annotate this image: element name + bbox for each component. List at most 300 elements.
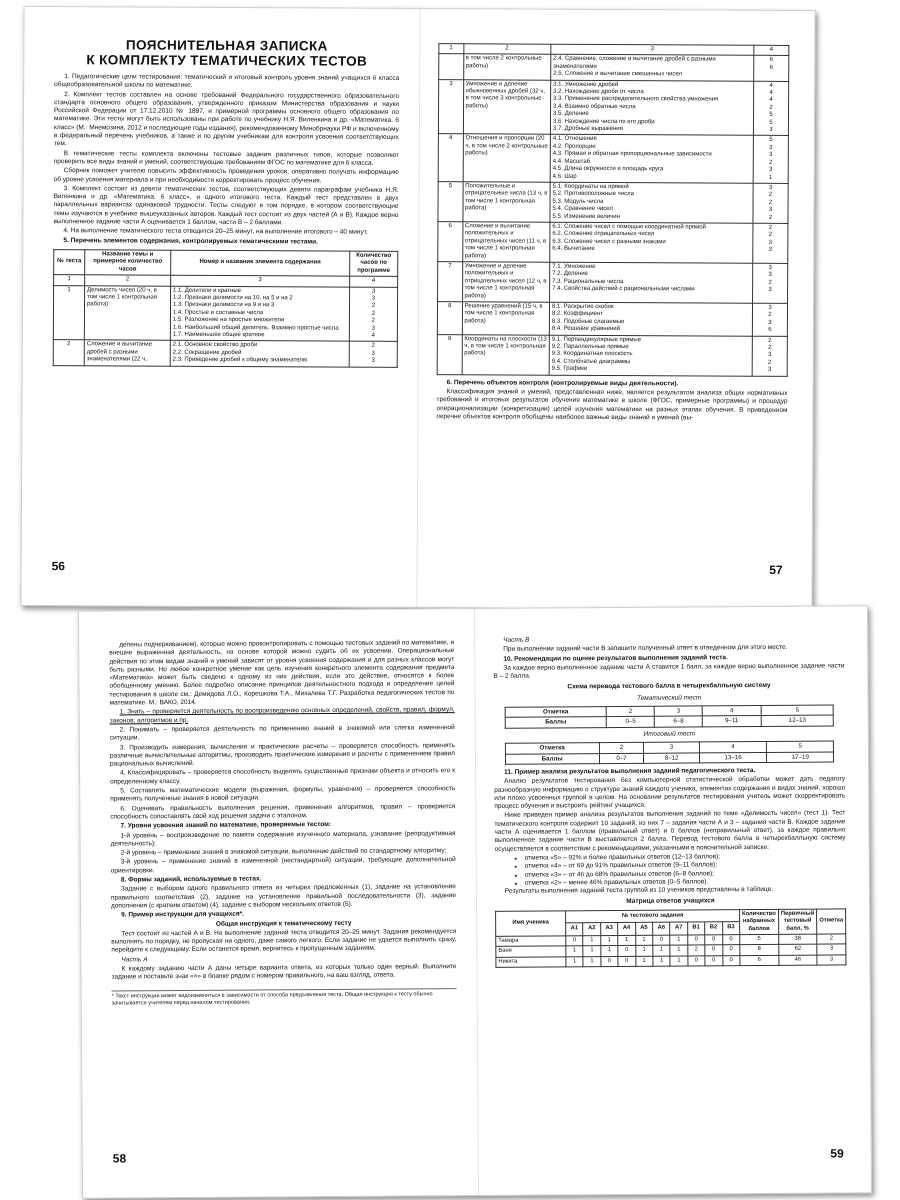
element-item: 1.2. Признаки делимости на 10, на 5 и на 2 xyxy=(172,294,293,302)
task-col-header: А7 xyxy=(670,922,687,935)
spread-pages-58-59 xyxy=(78,605,872,1199)
element-item: 7.1. Умножение xyxy=(552,263,596,270)
topic-cell: Умножение и деление положительных и отрицательных чисел (12 ч, в том числе 1 контрольная работа) xyxy=(462,262,550,302)
hours-value: 2 xyxy=(768,232,773,239)
mark-cell: 2 xyxy=(817,934,846,945)
answer-cell: 0 xyxy=(601,956,618,967)
table-header-row xyxy=(496,909,846,924)
row-label: Баллы xyxy=(505,753,599,764)
title-line-1: ПОЯСНИТЕЛЬНАЯ ЗАПИСКА xyxy=(125,37,328,54)
col-num: 4 xyxy=(349,276,397,287)
answer-cell: 0 xyxy=(618,946,635,957)
answer-cell: 1 xyxy=(583,946,600,957)
header-cell: № теста xyxy=(54,250,85,275)
elements-cell xyxy=(551,55,754,81)
score-cell: 9–11 xyxy=(702,716,761,727)
part-label: Часть В xyxy=(503,636,530,644)
element-item: 2.2. Сокращение дробей xyxy=(172,349,242,356)
header-cell: Первичный тестовый балл, % xyxy=(778,909,817,934)
answer-cell: 1 xyxy=(566,957,583,968)
element-item: 6.1. Сложение чисел с помощью координатной прямой xyxy=(552,223,706,231)
student-name: Никита xyxy=(496,957,566,968)
mark-cell: 5 xyxy=(761,705,834,716)
hours-value: 5 xyxy=(769,137,773,144)
paragraph: 1. Знать – проверяется деятельность по воспроизведению основных определений, свойств, правил, формул, законов, алгоритмов и пр. xyxy=(109,706,455,725)
hours-value: 2 xyxy=(768,279,772,286)
final-title: Итоговый тест xyxy=(643,730,696,738)
row-label: Баллы xyxy=(505,717,607,728)
hours-value: 2 xyxy=(768,192,773,199)
pct-cell: 62 xyxy=(779,944,818,955)
task-col-header: А1 xyxy=(566,923,583,936)
answer-cell: 1 xyxy=(670,956,687,967)
element-item: 8.2. Коэффициент xyxy=(551,311,603,318)
elements-cell xyxy=(550,182,753,223)
col-num: 3 xyxy=(551,44,754,55)
element-item: 4.6. Шар xyxy=(552,173,577,180)
hours-cell xyxy=(752,303,787,336)
page-58-content xyxy=(109,639,457,1007)
test-number: 9 xyxy=(437,334,462,374)
table-row xyxy=(438,222,788,264)
hours-value: 3 xyxy=(371,357,375,364)
paragraph: За каждое верно выполненное задание части А ставится 1 балл, за каждое верно выполненное задание части В – 2 балла. xyxy=(493,662,845,681)
header-cell: № тестового задания xyxy=(566,909,740,923)
answer-cell: 0 xyxy=(566,936,583,947)
hours-cell xyxy=(754,56,789,81)
title-line-2: К КОМПЛЕКТУ ТЕМАТИЧЕСКИХ ТЕСТОВ xyxy=(86,52,368,69)
hours-value: 2 xyxy=(768,337,772,344)
hours-cell xyxy=(753,223,788,263)
section-heading: 6. Перечень объектов контроля (контролируемые виды деятельности). xyxy=(446,378,679,388)
answer-cell: 1 xyxy=(653,946,670,957)
element-item: 9.4. Столбчатые диаграммы xyxy=(551,358,631,365)
answer-cell: 2 xyxy=(688,945,705,956)
thematic-title: Тематический тест xyxy=(636,694,702,702)
answer-cell: 1 xyxy=(670,945,687,956)
answer-cell: 1 xyxy=(635,935,652,946)
header-cell: Количество набранных баллов xyxy=(740,909,779,934)
paragraph: делены подчеркиванием), которые можно проконтролировать с помощью тестовых заданий по математике, и внешне выраженная деятельность, на основе которой можно судить об их усвоении. Операциональные действия по этим видам знаний и умений зависят от уровня усвоения содержания и для разных классов могут быть разными. Но любое конкретное умение как цель изучения конкретного элемента содержания предмета «Математика» может быть сведено к одному из них действия, если это действие, относятся к более обобщенному умению. Более подробно описание принципов деятельностного подхода и определение целей тестирования в школе см.: Демидова Л.О., Корешкова Т.А., Михалева Т.Г. Разработка педагогических тестов по математике. М.: ВАКО, 2014. xyxy=(109,639,455,707)
element-item: 1.5. Разложение на простые множители xyxy=(172,316,285,324)
page-title xyxy=(54,37,399,69)
element-item: 5.2. Противоположные числа xyxy=(552,191,634,198)
table-row xyxy=(496,955,846,968)
answer-cell: 0 xyxy=(653,935,670,946)
task-col-header: А6 xyxy=(653,922,670,935)
answer-cell: 0 xyxy=(705,935,722,946)
hours-value: 3 xyxy=(768,246,772,254)
page-58 xyxy=(79,609,478,1198)
element-item: 3.3. Применение распределительного свойства умножения xyxy=(553,96,719,104)
answer-cell: 1 xyxy=(601,946,618,957)
col-num: 1 xyxy=(439,44,464,55)
score-cell: 5 xyxy=(740,934,779,945)
mark-cell: 2 xyxy=(599,743,643,754)
hours-value: 5 xyxy=(769,112,773,119)
header-cell: Номер и название элемента содержания xyxy=(171,250,350,276)
hours-value: 5 xyxy=(769,119,773,126)
part-label: Часть А xyxy=(121,955,148,964)
element-item: 7.4. Свойства действий с рациональными числами xyxy=(552,285,695,293)
hours-value: 4 xyxy=(769,82,773,89)
element-item: 6.2. Сложение отрицательных чисел xyxy=(552,231,655,238)
section-heading: 11. Пример анализа результатов выполнения заданий педагогического теста. xyxy=(504,767,756,776)
scheme-title: Схема перевода тестового балла в четырехбалльную систему xyxy=(567,682,771,691)
score-cell: 8–12 xyxy=(644,753,700,764)
topic-cell: Сложение и вычитание положительных и отрицательных чисел (11 ч, в том числе 1 контрольная работа) xyxy=(462,222,550,262)
element-item: 1.3. Признаки делимости на 9 и на 3 xyxy=(172,302,275,309)
content-elements-table-continued xyxy=(437,43,790,376)
element-item: 2.3. Приведение дробей к общему знаменателю xyxy=(172,356,308,364)
test-number: 6 xyxy=(438,222,463,262)
element-item: 6.4. Вычитание xyxy=(552,245,595,253)
paragraph: Тест состоит из частей А и В. На выполнение заданий теста отводится 20–25 минут. Задания рекомендуется выполнять по порядку, не пропуская ни одного, даже самого легкого. Если задание не удается выполнить сразу, перейдите к следующему. Если останется время, вернитесь к пропущенным заданиям. xyxy=(111,927,457,954)
element-item: 5.5. Изменение величин xyxy=(552,213,620,220)
page-number: 57 xyxy=(769,562,783,577)
hours-cell xyxy=(753,136,788,184)
matrix-title: Матрица ответов учащихся xyxy=(626,897,715,906)
score-cell: 17–19 xyxy=(767,752,834,763)
answer-cell: 1 xyxy=(635,946,652,957)
spread-pages-56-57 xyxy=(20,6,815,610)
page-56 xyxy=(21,7,419,607)
paragraph: 5. Составлять математические модели (выражения, формулы, уравнения) – проверяется способность применять полученные знания в новой ситуации. xyxy=(110,785,456,803)
student-name: Тамара xyxy=(496,936,566,947)
mark-cell: 3 xyxy=(817,944,846,955)
table-row xyxy=(53,285,397,342)
paragraph: Результаты выполнения заданий теста группой из 10 учеников представлены в таблице. xyxy=(504,886,774,895)
score-cell: 0–5 xyxy=(607,717,655,728)
section-heading: 10. Рекомендации по оценке результатов выполнения заданий теста. xyxy=(503,653,728,663)
pct-cell: 38 xyxy=(778,934,817,945)
element-item: 2.5. Сложение и вычитание смешанных чисел xyxy=(553,70,683,78)
section-heading: 7. Уровни усвоения знаний по математике, проверяемые тестом: xyxy=(120,821,332,830)
elements-cell xyxy=(170,286,349,342)
answer-cell: 0 xyxy=(722,955,740,966)
paragraph: 2-й уровень – применение знаний в знакомой ситуации, выполнение действий по стандартному алгоритму; xyxy=(120,847,447,857)
score-cell: 12–13 xyxy=(761,715,834,726)
answer-cell: 0 xyxy=(722,935,740,946)
row-label: Отметка xyxy=(505,743,599,754)
elements-cell xyxy=(550,80,753,136)
mark-cell: 4 xyxy=(702,706,761,717)
hours-value: 2 xyxy=(371,317,376,324)
table-row xyxy=(437,302,787,336)
hours-value: 2 xyxy=(371,343,375,350)
hours-value: 3 xyxy=(371,295,376,302)
test-number: 8 xyxy=(437,302,462,335)
header-cell: Отметка xyxy=(817,909,846,934)
table-row xyxy=(439,54,789,81)
test-number: 1 xyxy=(53,285,84,340)
elements-cell xyxy=(549,302,752,336)
element-item: 7.2. Деление xyxy=(552,271,588,278)
task-col-header: А3 xyxy=(600,923,617,936)
topic-cell: Сложение и вычитание дробей с разными знаменателями (22 ч, xyxy=(84,340,170,366)
element-item: 8.3. Подобные слагаемые xyxy=(551,318,625,325)
col-num: 2 xyxy=(463,44,551,55)
col-num: 2 xyxy=(85,275,171,286)
hours-value: 3 xyxy=(768,264,772,271)
answer-cell: 1 xyxy=(670,935,687,946)
topic-cell: Умножение и деление обыкновенных дробей (32 ч, в том числе 3 контрольные работы) xyxy=(463,79,551,134)
section-heading: 9. Пример инструкции для учащихся*. xyxy=(121,910,244,919)
hours-value: 2 xyxy=(371,303,376,310)
hours-value: 3 xyxy=(768,287,772,294)
table-row xyxy=(437,334,787,376)
paragraph: 2. Комплект тестов составлен на основе требований Федерального государственного образовательного стандарта основного общего образования, утвержденного приказом Министерства образования и науки Российской Федерации от 17.12.2010 № 1897, и примерной программы основного общего образования по математике. Эти тесты могут быть использованы при работе по учебнику Н.Я. Виленкина и др. «Математика. 6 класс» (М.: Мнемозина, 2012 и последующие годы издания), рекомендованному Минобрнауки РФ и включенному в федеральный перечень учебников, а также и по другим учебникам для контроля усвоения соответствующих тем. xyxy=(53,90,400,148)
element-item: 9.2. Параллельные прямые xyxy=(551,343,629,351)
row-label: Отметка xyxy=(505,707,607,718)
paragraph: 3. Комплект состоит из девяти тематических тестов, соответствующих девяти параграфам учебника Н.Я. Виленкина и др. «Математика. 6 класс», и одного итогового теста. Каждый тест представлен в двух параллельных вариантах одинаковой трудности. Тесты следуют в том порядке, в котором соответствующие темы изучаются в учебнике вышеуказанных авторов. Каждый тест состоит из двух частей (А и В). Каждое верно выполненное задание части А оценивается 1 баллом, части В – 2 баллами. xyxy=(53,185,399,227)
answer-cell: 0 xyxy=(705,945,722,956)
hours-value: 3 xyxy=(768,304,772,311)
element-item: 4.1. Отношения xyxy=(552,136,597,143)
element-item: 9.5. Графики xyxy=(551,365,588,373)
hours-cell xyxy=(753,81,788,136)
element-item: 3.1. Умножение дробей xyxy=(553,81,619,88)
score-cell: 0–7 xyxy=(599,753,643,764)
answer-cell: 1 xyxy=(583,956,600,967)
paragraph: 1. Педагогические цели тестирования: тематический и итоговый контроль уровня знаний учащихся 6 класса общеобразовательной школы по математике. xyxy=(54,73,400,90)
table-row xyxy=(505,715,834,728)
section-heading: 8. Формы заданий, используемые в тестах. xyxy=(120,875,262,884)
final-scale-table xyxy=(504,741,834,765)
list-item: • отметка «3» – от 46 до 68% правильных ответов (6–8 баллов); xyxy=(525,869,846,880)
paragraph: 2. Понимать – проверяется деятельность по применению знаний в знакомой или слегка измененной ситуации. xyxy=(109,724,455,742)
task-col-header: В1 xyxy=(687,922,704,935)
hours-cell xyxy=(349,287,397,342)
test-number: 5 xyxy=(438,182,463,222)
answer-cell: 1 xyxy=(635,956,652,967)
student-name: Ваня xyxy=(496,946,566,957)
hours-value: 2 xyxy=(768,199,773,206)
mark-cell: 3 xyxy=(817,955,846,966)
hours-value: 6 xyxy=(769,57,773,64)
paragraph: Задание с выбором одного правильного ответа из четырех предложенных (1), задание на установление правильного соответствия (2), задание на установление правильной последовательности (3), задание дополнения (с кратким ответом) (4), задание с выбором нескольких ответов (5). xyxy=(110,883,456,910)
test-number: 7 xyxy=(438,262,463,302)
element-item: 3.7. Дробные выражения xyxy=(552,125,623,133)
score-cell: 13–16 xyxy=(699,752,766,763)
answer-cell: 0 xyxy=(688,956,705,967)
element-item: 2.1. Основное свойство дроби xyxy=(172,342,258,349)
hours-value: 4 xyxy=(769,89,773,96)
answer-cell: 0 xyxy=(687,935,704,946)
header-cell: Имя ученика xyxy=(496,911,566,937)
hours-value: 3 xyxy=(767,367,772,374)
col-num: 4 xyxy=(754,45,789,56)
score-cell: 6–8 xyxy=(655,716,703,727)
col-num: 1 xyxy=(54,275,85,286)
element-item: 4.5. Длина окружности и площадь круга xyxy=(552,165,664,173)
hours-value: 1 xyxy=(769,174,773,181)
grade-criteria-list xyxy=(495,852,846,888)
element-item: 2.4. Сравнение, сложение и вычитание дробей с разными знаменателями xyxy=(553,56,716,70)
hours-value: 3 xyxy=(768,184,773,191)
subsection-heading: Общая инструкция к тематическому тесту xyxy=(215,919,352,928)
test-number: 4 xyxy=(438,134,463,182)
mark-cell: 4 xyxy=(699,742,766,753)
mark-cell: 3 xyxy=(654,706,702,717)
page-56-content xyxy=(53,37,400,367)
section-heading: 5. Перечень элементов содержания, контролируемых тематическими тестами. xyxy=(63,236,319,246)
hours-value: 3 xyxy=(371,350,375,357)
element-item: 4.3. Прямая и обратная пропорциональные зависимости xyxy=(552,150,712,158)
hours-value: 3 xyxy=(768,272,772,279)
list-item: • отметка «4» – от 69 до 91% правильных ответов (9–11 баллов); xyxy=(525,861,846,872)
table-row xyxy=(505,752,834,765)
paragraph: 6. Оценивать правильность выполнения решения, применения алгоритмов, правил – проверяется способность сопоставлять свой ход решения задачи с эталоном. xyxy=(110,802,456,821)
elements-cell xyxy=(550,135,753,183)
footnote: * Текст инструкции может видоизменяться в зависимости от способа предъявления теста. Общая инструкция к тесту обычно зачитывается учителем перед началом тестирования. xyxy=(112,988,457,1007)
answers-matrix-table xyxy=(495,908,846,968)
hours-value: 6 xyxy=(768,327,772,334)
page-59-content xyxy=(493,634,846,968)
hours-value: 3 xyxy=(768,319,772,326)
hours-value: 2 xyxy=(769,159,773,166)
hours-value: 3 xyxy=(768,352,772,359)
hours-cell xyxy=(752,336,787,376)
topic-cell: Делимость чисел (20 ч, в том числе 1 контрольная работа) xyxy=(84,285,170,340)
paragraph: Классификация знаний и умений, представленная ниже, является результатом анализа общих нормативных требований и итоговых результатов обучения математике в школе (ФГОС, примерные программы) и процедур операционализации (конкретизации) целей изучения математики на разных этапах обучения. В приведенном перечне объектов контроля обобщены наиболее важные виды знаний и умений (вы- xyxy=(436,388,788,422)
hours-value: 3 xyxy=(769,152,773,159)
pct-cell: 46 xyxy=(779,955,818,966)
table-row xyxy=(438,79,788,136)
paragraph: 1-й уровень – воспроизведение по памяти содержания изученного материала, узнавание (репродуктивная деятельность); xyxy=(110,829,456,848)
list-item: • отметка «5» – 92% и более правильных ответов (12–13 баллов); xyxy=(525,852,846,863)
hours-value: 2 xyxy=(768,312,772,319)
page-number: 58 xyxy=(112,1151,127,1166)
hours-value: 6 xyxy=(769,64,773,71)
hours-value: 3 xyxy=(371,288,376,295)
elements-cell xyxy=(170,341,349,367)
mark-cell: 5 xyxy=(767,741,834,752)
score-cell: 6 xyxy=(740,955,779,966)
score-cell: 8 xyxy=(740,945,779,956)
element-item: 5.4. Сравнение чисел xyxy=(552,205,613,213)
element-item: 4.2. Пропорции xyxy=(552,143,596,150)
list-item: • отметка «2» – менее 46% правильных ответов (0–5 баллов). xyxy=(525,877,846,888)
paragraph: 4. Классифицировать – проверяется способность выделять существенные признаки объекта и относить его к определенному классу. xyxy=(110,767,456,786)
answer-cell: 1 xyxy=(653,956,670,967)
answer-cell: 1 xyxy=(566,946,583,957)
element-item: 6.3. Сложение чисел с разными знаками xyxy=(552,238,666,246)
page-number: 59 xyxy=(830,1146,844,1161)
table-row xyxy=(53,340,397,367)
answer-cell: 0 xyxy=(618,956,635,967)
element-item: 4.4. Масштаб xyxy=(552,158,591,165)
paragraph: Анализ результатов тестирования без компьютерной статистической обработки может дать педагогу разнообразную информацию о структуре знаний каждого ученика, элементах содержания и видах знаний, хорошо или плохо усвоенных группой в целом. На основании результатов тестирования учитель может скорректировать процесс обучения и выстроить рейтинг учащихся. xyxy=(494,775,846,811)
hours-value: 2 xyxy=(768,214,773,221)
element-item: 8.1. Раскрытие скобок xyxy=(551,303,614,311)
hours-value: 2 xyxy=(768,224,773,231)
element-item: 1.6. Наибольший общий делитель. Взаимно простые числа xyxy=(172,324,339,332)
hours-value: 2 xyxy=(371,310,376,317)
hours-value: 4 xyxy=(371,332,375,339)
topic-cell: Координаты на плоскости (13 ч, в том числе 1 контрольная работа) xyxy=(462,334,550,374)
hours-value: 3 xyxy=(768,239,773,246)
element-item: 1.7. Наименьшее общее кратное xyxy=(172,331,265,339)
element-item: 9.1. Перпендикулярные прямые xyxy=(551,336,642,343)
mark-cell: 3 xyxy=(644,742,700,753)
hours-cell xyxy=(349,342,397,367)
page-57-content xyxy=(436,43,789,424)
paragraph: В тематические тесты комплекта включены тестовые задания различных типов, которые позволяют проверить все виды знаний и умений, соответствующие требованиям ФГОС по математике для 6 класса. xyxy=(53,149,399,167)
hours-value: 2 xyxy=(768,359,772,366)
table-header-row xyxy=(54,250,398,277)
content-elements-table xyxy=(53,249,399,367)
task-col-header: В3 xyxy=(722,922,740,935)
topic-cell: в том числе 2 контрольные работы) xyxy=(463,54,551,80)
col-num: 3 xyxy=(171,275,350,286)
answer-cell: 1 xyxy=(601,935,618,946)
answer-cell: 1 xyxy=(618,935,635,946)
hours-value: 2 xyxy=(768,344,772,351)
element-item: 7.3. Рациональные числа xyxy=(552,278,624,285)
hours-value: 3 xyxy=(769,126,773,133)
paragraph: К каждому заданию части А даны четыре варианта ответа, из которых только один верный. Выполните задание и поставьте знак «×» в бланке рядом с номером правильного, на ваш взгляд, ответа. xyxy=(111,963,457,981)
topic-cell: Отношения и пропорции (20 ч, в том числе 2 контрольные работы) xyxy=(463,134,551,182)
page-57 xyxy=(416,9,813,609)
topic-cell: Положительные и отрицательные числа (13 ч, в том числе 1 контрольная работа) xyxy=(462,182,550,222)
topic-cell: Решение уравнений (15 ч, в том числе 1 контрольная работа) xyxy=(462,302,550,335)
task-col-header: В2 xyxy=(705,922,722,935)
element-item: 9.3. Координатная плоскость xyxy=(551,351,633,358)
paragraph: 4. На выполнение тематического теста отводится 20–25 минут, на выполнение итогового – 40 минут. xyxy=(63,227,368,237)
hours-cell xyxy=(753,263,788,303)
element-item: 1.4. Простые и составные числа xyxy=(172,309,264,316)
elements-cell xyxy=(550,222,753,263)
element-item: 3.5. Деление xyxy=(553,110,589,118)
element-item: 3.6. Нахождение числа по его дроби xyxy=(552,118,655,125)
table-row xyxy=(438,262,788,304)
answer-cell: 0 xyxy=(705,956,722,967)
table-row xyxy=(438,134,788,183)
answer-cell: 0 xyxy=(722,945,740,956)
paragraph: Ниже приведен пример анализа результатов выполнения заданий по теме «Делимость чисел» (тест 1). Тест тематического контроля содержит 10 заданий, из них 7 – задания части А и 3 – задания части В. Каждое задание части А оценивается 1 баллом (правильный ответ) и 0 баллов (неправильный ответ), за каждое правильно выполненное задание части В выставляется 2 балла. Перевод тестового балла в четырехбалльную систему осуществляется в соответствии с рекомендациями, указанными в пояснительной записке: xyxy=(494,809,846,853)
element-item: 5.1. Координаты на прямой xyxy=(552,183,629,191)
header-cell: Название темы и примерное количество часов xyxy=(85,250,171,276)
hours-value: 4 xyxy=(769,97,773,104)
table-row xyxy=(438,182,788,224)
element-item: 3.2. Нахождение дроби от числа xyxy=(553,88,644,96)
paragraph: 3-й уровень – применение знаний в измененной (нестандартной) ситуации, требующие дополнительной ориентировки. xyxy=(110,856,456,875)
thematic-scale-table xyxy=(504,705,834,729)
hours-value: 3 xyxy=(768,206,773,213)
elements-cell xyxy=(549,335,752,376)
mark-cell: 2 xyxy=(607,706,655,717)
header-cell: Количество часов по программе xyxy=(349,251,397,276)
hours-value: 3 xyxy=(371,325,375,332)
element-item: 5.3. Модуль числа xyxy=(552,198,604,205)
page-number: 56 xyxy=(51,559,66,574)
page-59 xyxy=(474,606,872,1195)
answer-cell: 1 xyxy=(583,936,600,947)
hours-cell xyxy=(753,183,788,223)
hours-value: 3 xyxy=(769,166,773,173)
paragraph: Сборник поможет учителю повысить эффективность проведения уроков, оперативно получать информацию об уровне усвоения материала и при необходимости корректировать процесс обучения. xyxy=(53,167,399,185)
paragraph: 3. Производить измерения, вычисления и практические расчеты – проверяется способность применять различные вычислительные алгоритмы, производить практические измерения и расчеты с применением правил рациональных вычислений. xyxy=(109,741,455,768)
element-item: 8.4. Решение уравнений xyxy=(551,325,620,333)
test-number xyxy=(439,54,464,79)
elements-cell xyxy=(550,262,753,303)
element-item: 1.1. Делители и кратные xyxy=(173,287,242,294)
task-col-header: А4 xyxy=(618,923,635,936)
hours-value: 2 xyxy=(769,104,773,111)
test-number: 3 xyxy=(438,79,463,134)
element-item: 3.4. Взаимно обратные числа xyxy=(553,103,636,110)
